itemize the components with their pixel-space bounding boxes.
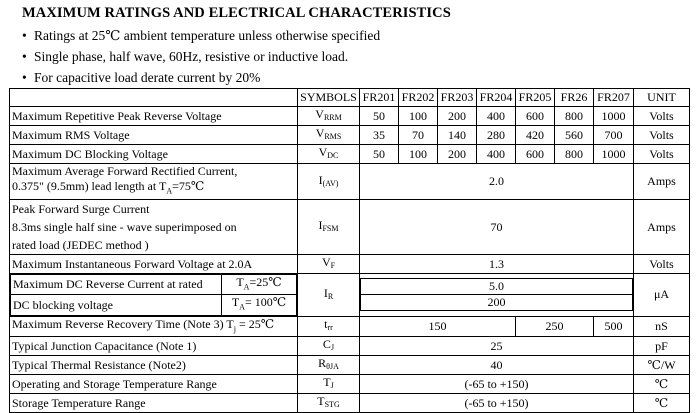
table-row — [10, 316, 690, 336]
value-cell: 800 — [555, 107, 594, 126]
table-row — [10, 255, 690, 274]
row-label: Peak Forward Surge Current 8.3ms single half sine - wave superimposed on rated load (JEDEC method ) — [10, 200, 298, 255]
value-cell: 200 — [438, 107, 477, 126]
value-cell: 1.3 — [360, 255, 634, 274]
value-cell: 600 — [516, 145, 555, 164]
row-symbol: $I_R$ — [298, 274, 360, 317]
value-cell: 280 — [477, 126, 516, 145]
table-row — [10, 274, 690, 317]
row-symbol: $C_J$ — [298, 337, 360, 356]
header-part: FR205 — [516, 89, 555, 107]
row-unit: ℃ — [634, 375, 690, 394]
table-row — [10, 200, 690, 255]
header-part: FR204 — [477, 89, 516, 107]
row-unit: Volts — [634, 255, 690, 274]
row-label: Operating and Storage Temperature Range — [10, 375, 298, 394]
value-cell: 500 — [594, 316, 634, 336]
bullet: • — [22, 49, 27, 64]
value-cell: 1000 — [594, 145, 634, 164]
table-row — [10, 126, 690, 145]
table-row — [10, 375, 690, 394]
row-unit: ℃/W — [634, 356, 690, 375]
row-unit: ℃ — [634, 394, 690, 413]
table-row — [10, 164, 690, 200]
value-cell: 100 — [399, 107, 438, 126]
row-unit: Amps — [634, 200, 690, 255]
value-cell: 5.0 200 — [360, 274, 634, 317]
value-cell: 150 — [360, 316, 516, 336]
row-symbol: $V_F$ — [298, 255, 360, 274]
row-unit: Amps — [634, 164, 690, 200]
value-cell: 400 — [477, 145, 516, 164]
row-symbol: $t_{rr}$ — [298, 316, 360, 336]
row-symbol: $V_{DC}$ — [298, 145, 360, 164]
row-label: Maximum DC Blocking Voltage — [10, 145, 298, 164]
header-unit: UNIT — [634, 89, 690, 107]
value-cell: (-65 to +150) — [360, 394, 634, 413]
value-cell: 1000 — [594, 107, 634, 126]
note-item: • Single phase, half wave, 60Hz, resistive or inductive load. — [22, 46, 380, 67]
bullet: • — [22, 70, 27, 85]
value-cell: 25 — [360, 337, 634, 356]
value-cell: 50 — [360, 107, 399, 126]
ratings-table — [9, 88, 690, 413]
row-symbol: $I_{(AV)}$ — [298, 164, 360, 200]
value-cell: 40 — [360, 356, 634, 375]
header-part: FR201 — [360, 89, 399, 107]
value-cell: 70 — [360, 200, 634, 255]
row-label: Maximum DC Reverse Current at rated $T_A=25℃$ DC blocking voltage $T_A=$ 100℃ — [10, 274, 298, 317]
value-cell: (-65 to +150) — [360, 375, 634, 394]
note-item: • For capacitive load derate current by 20% — [22, 67, 380, 88]
value-cell: 400 — [477, 107, 516, 126]
value-cell: 420 — [516, 126, 555, 145]
table-row — [10, 337, 690, 356]
header-row — [10, 89, 690, 107]
table-row — [10, 356, 690, 375]
row-label: Typical Thermal Resistance (Note2) — [10, 356, 298, 375]
row-symbol: $I_{FSM}$ — [298, 200, 360, 255]
header-part: FR203 — [438, 89, 477, 107]
row-unit: Volts — [634, 145, 690, 164]
row-label: Maximum Average Forward Rectified Current, 0.375" (9.5mm) lead length at $T_A=75℃$ — [10, 164, 298, 200]
row-label: Maximum Repetitive Peak Reverse Voltage — [10, 107, 298, 126]
row-unit: Volts — [634, 107, 690, 126]
row-symbol: $T_J$ — [298, 375, 360, 394]
value-cell: 560 — [555, 126, 594, 145]
note-item: • Ratings at 25℃ ambient temperature unless otherwise specified — [22, 25, 380, 46]
row-symbol: $V_{RMS}$ — [298, 126, 360, 145]
header-part: FR26 — [555, 89, 594, 107]
value-cell: 2.0 — [360, 164, 634, 200]
row-symbol: $R_{\theta JA}$ — [298, 356, 360, 375]
row-unit: Volts — [634, 126, 690, 145]
row-label: Maximum Reverse Recovery Time (Note 3) $T_j$ = 25℃ — [10, 316, 298, 336]
header-symbols: SYMBOLS — [298, 89, 360, 107]
header-description — [10, 89, 298, 107]
value-cell: 200 — [438, 145, 477, 164]
row-label: Maximum RMS Voltage — [10, 126, 298, 145]
value-cell: 250 — [516, 316, 594, 336]
value-cell: 140 — [438, 126, 477, 145]
notes-list — [22, 25, 380, 88]
row-unit: pF — [634, 337, 690, 356]
header-part: FR207 — [594, 89, 634, 107]
value-cell: 700 — [594, 126, 634, 145]
row-symbol: $V_{RRM}$ — [298, 107, 360, 126]
table-row — [10, 145, 690, 164]
row-unit: μA — [634, 274, 690, 317]
section-title: MAXIMUM RATINGS AND ELECTRICAL CHARACTERISTICS — [22, 5, 451, 21]
value-cell: 100 — [399, 145, 438, 164]
row-symbol: $T_{STG}$ — [298, 394, 360, 413]
value-cell: 600 — [516, 107, 555, 126]
row-label: Maximum Instantaneous Forward Voltage at 2.0A — [10, 255, 298, 274]
row-unit: nS — [634, 316, 690, 336]
header-part: FR202 — [399, 89, 438, 107]
value-cell: 70 — [399, 126, 438, 145]
row-label: Typical Junction Capacitance (Note 1) — [10, 337, 298, 356]
bullet: • — [22, 28, 27, 43]
value-cell: 800 — [555, 145, 594, 164]
table-row — [10, 107, 690, 126]
row-label: Storage Temperature Range — [10, 394, 298, 413]
value-cell: 35 — [360, 126, 399, 145]
value-cell: 50 — [360, 145, 399, 164]
